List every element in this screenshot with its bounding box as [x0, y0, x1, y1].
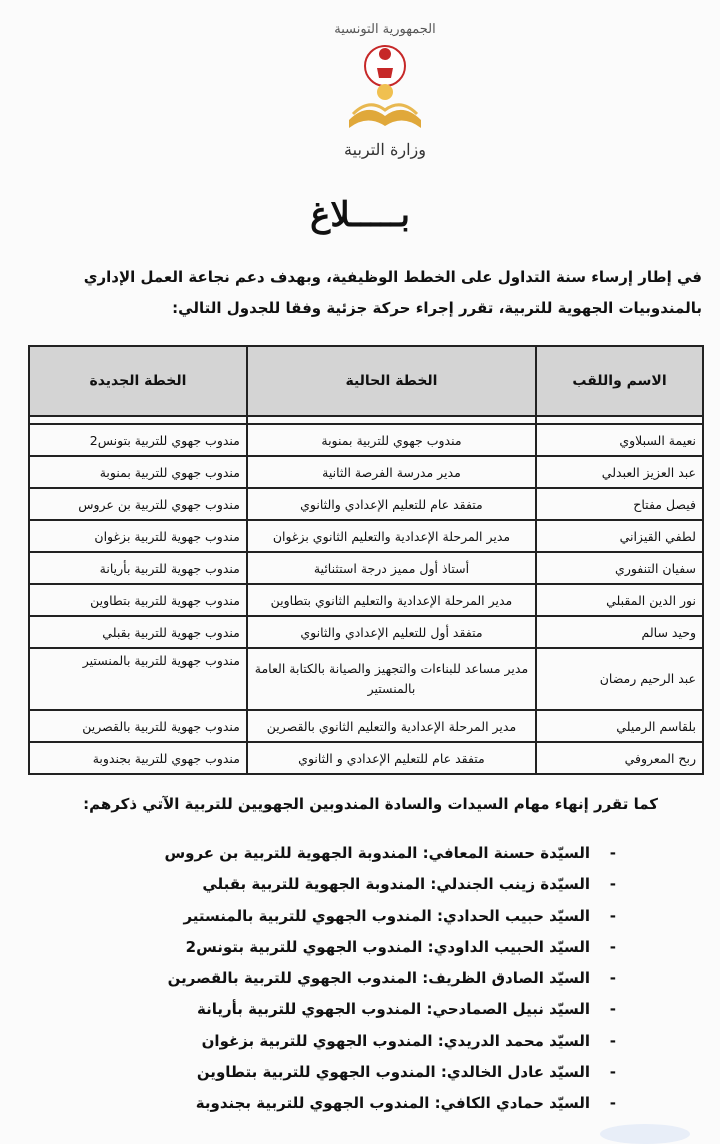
table-row	[29, 552, 703, 584]
cell-new: مندوب جهوية للتربية بقبلي	[29, 616, 247, 648]
cell-current: متفقد عام للتعليم الإعدادي والثانوي	[247, 488, 536, 520]
cell-new: مندوب جهوية للتربية بزغوان	[29, 520, 247, 552]
table-row	[29, 648, 703, 710]
cell-new: مندوب جهوية للتربية بأريانة	[29, 552, 247, 584]
list-item	[164, 838, 616, 869]
list-item	[164, 1057, 616, 1088]
cell-current: مدير مدرسة الفرصة الثانية	[247, 456, 536, 488]
cell-name: لطفي القيزاني	[536, 520, 703, 552]
bullet-dash: -	[609, 906, 616, 925]
cell-current: مندوب جهوي للتربية بمنوبة	[247, 424, 536, 456]
cell-current: مدير المرحلة الإعدادية والتعليم الثانوي بزغوان	[247, 520, 536, 552]
table-header-row	[29, 346, 703, 416]
ministry-name: وزارة التربية	[344, 140, 426, 159]
cell-current: مدير المرحلة الإعدادية والتعليم الثانوي بالقصرين	[247, 710, 536, 742]
table-row	[29, 616, 703, 648]
list-item	[164, 994, 616, 1025]
table-row	[29, 456, 703, 488]
ministry-logo-icon	[343, 40, 427, 136]
bullet-dash: -	[609, 875, 616, 894]
list-item	[164, 869, 616, 900]
cell-new: مندوب جهوية للتربية بالقصرين	[29, 710, 247, 742]
header-name: الاسم واللقب	[536, 346, 703, 416]
cell-name: عبد الرحيم رمضان	[536, 648, 703, 710]
table-row	[29, 710, 703, 742]
bullet-dash: -	[609, 1000, 616, 1019]
table-row	[29, 584, 703, 616]
cell-new: مندوب جهوي للتربية بتونس2	[29, 424, 247, 456]
ministry-emblem	[330, 22, 440, 162]
bullet-dash: -	[609, 1094, 616, 1113]
table-row	[29, 424, 703, 456]
bullet-dash: -	[609, 844, 616, 862]
table-row	[29, 742, 703, 774]
bullet-dash: -	[609, 969, 616, 988]
list-item-text: السيّد محمد الدريدي: المندوب الجهوي للتربية بزغوان	[201, 1031, 590, 1050]
cell-name: بلقاسم الرميلي	[536, 710, 703, 742]
cell-name: عبد العزيز العبدلي	[536, 456, 703, 488]
header-new: الخطة الجديدة	[29, 346, 247, 416]
list-item	[164, 932, 616, 963]
table-spacer	[29, 416, 703, 424]
overlay-smudge	[600, 1124, 690, 1144]
list-item-text: السيّد الحبيب الداودي: المندوب الجهوي للتربية بتونس2	[185, 937, 590, 956]
termination-list	[164, 838, 616, 1120]
bullet-dash: -	[609, 1031, 616, 1050]
cell-new: مندوب جهوية للتربية بتطاوين	[29, 584, 247, 616]
header-current: الخطة الحالية	[247, 346, 536, 416]
termination-heading: كما تقرر إنهاء مهام السيدات والسادة المندوبين الجهويين للتربية الآتي ذكرهم:	[83, 795, 658, 813]
bullet-dash: -	[609, 937, 616, 956]
cell-new: مندوب جهوي للتربية بن عروس	[29, 488, 247, 520]
cell-new: مندوب جهوي للتربية بجندوبة	[29, 742, 247, 774]
intro-paragraph: في إطار إرساء سنة التداول على الخطط الوظيفية، وبهدف دعم نجاعة العمل الإداري بالمندوبيات الجهوية للتربية، تقرر إجراء حركة جزئية وفقا للجدول التالي:	[83, 268, 702, 317]
cell-name: ربح المعروفي	[536, 742, 703, 774]
cell-new: مندوب جهوية للتربية بالمنستير	[29, 648, 247, 710]
list-item-text: السيّد حمادي الكافي: المندوب الجهوي للتربية بجندوبة	[195, 1094, 590, 1113]
cell-name: فيصل مفتاح	[536, 488, 703, 520]
list-item	[164, 901, 616, 932]
cell-current: متفقد عام للتعليم الإعدادي و الثانوي	[247, 742, 536, 774]
cell-name: نعيمة السبلاوي	[536, 424, 703, 456]
cell-current: أستاذ أول مميز درجة استثنائية	[247, 552, 536, 584]
bullet-dash: -	[609, 1063, 616, 1082]
cell-current: مدير المرحلة الإعدادية والتعليم الثانوي بتطاوين	[247, 584, 536, 616]
cell-name: نور الدين المقبلي	[536, 584, 703, 616]
cell-current: متفقد أول للتعليم الإعدادي والثانوي	[247, 616, 536, 648]
cell-name: سفيان التنفوري	[536, 552, 703, 584]
cell-current: مدير مساعد للبناءات والتجهيز والصيانة بالكتابة العامة بالمنستير	[247, 648, 536, 710]
list-item-text: السيّدة حسنة المعافي: المندوبة الجهوية للتربية بن عروس	[164, 844, 590, 862]
list-item-text: السيّد الصادق الظريف: المندوب الجهوي للتربية بالقصرين	[167, 969, 590, 988]
republic-name: الجمهورية التونسية	[334, 22, 436, 37]
table-row	[29, 488, 703, 520]
cell-new: مندوب جهوي للتربية بمنوبة	[29, 456, 247, 488]
list-item	[164, 1026, 616, 1057]
list-item-text: السيّد نبيل الصمادحي: المندوب الجهوي للتربية بأريانة	[197, 1000, 590, 1019]
list-item-text: السيّد حبيب الحدادي: المندوب الجهوي للتربية بالمنستير	[183, 906, 590, 925]
list-item-text: السيّد عادل الخالدي: المندوب الجهوي للتربية بتطاوين	[196, 1063, 590, 1082]
cell-name: وحيد سالم	[536, 616, 703, 648]
list-item	[164, 963, 616, 994]
announcement-title: بـــــلاغ	[310, 195, 410, 235]
list-item	[164, 1088, 616, 1119]
transfer-table	[28, 345, 704, 775]
table-row	[29, 520, 703, 552]
list-item-text: السيّدة زينب الجندلي: المندوبة الجهوية للتربية بقبلي	[202, 875, 590, 894]
